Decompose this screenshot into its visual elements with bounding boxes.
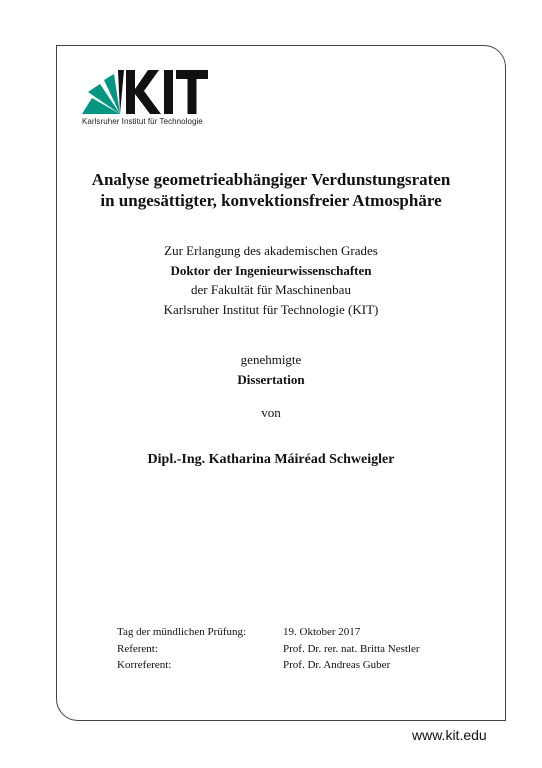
info-row: [117, 624, 420, 641]
info-value: Prof. Dr. Andreas Guber: [283, 659, 391, 671]
thesis-title: [0, 169, 542, 211]
kit-logo-icon: [82, 70, 210, 116]
von-label: von: [261, 405, 281, 420]
footer-url: www.kit.edu: [412, 727, 487, 743]
info-row: [117, 657, 420, 674]
author-name: Dipl.-Ing. Katharina Máiréad Schweigler: [147, 452, 395, 467]
degree-name: Doktor der Ingenieurwissenschaften: [170, 262, 372, 278]
info-row: [117, 641, 420, 658]
thesis-title-line: in ungesättigter, konvektionsfreier Atmosphäre: [100, 191, 442, 210]
degree-line: Zur Erlangung des akademischen Grades: [164, 243, 378, 258]
info-label: Korreferent:: [117, 659, 172, 671]
degree-line: Karlsruher Institut für Technologie (KIT): [163, 301, 379, 317]
exam-info: [117, 624, 420, 674]
document-type: Dissertation: [237, 371, 305, 387]
info-label: Referent:: [117, 642, 158, 655]
degree-line: der Fakultät für Maschinenbau: [191, 282, 351, 297]
thesis-title-line: Analyse geometrieabhängiger Verdunstungsraten: [91, 170, 451, 189]
degree-block: [0, 241, 542, 319]
info-value: 19. Oktober 2017: [283, 626, 361, 638]
logo-caption: Karlsruher Institut für Technologie: [82, 117, 203, 126]
info-value: Prof. Dr. rer. nat. Britta Nestler: [283, 642, 420, 655]
info-label: Tag der mündlichen Prüfung:: [117, 626, 247, 638]
approval-line: genehmigte: [240, 352, 302, 367]
approval-block: [0, 350, 542, 389]
